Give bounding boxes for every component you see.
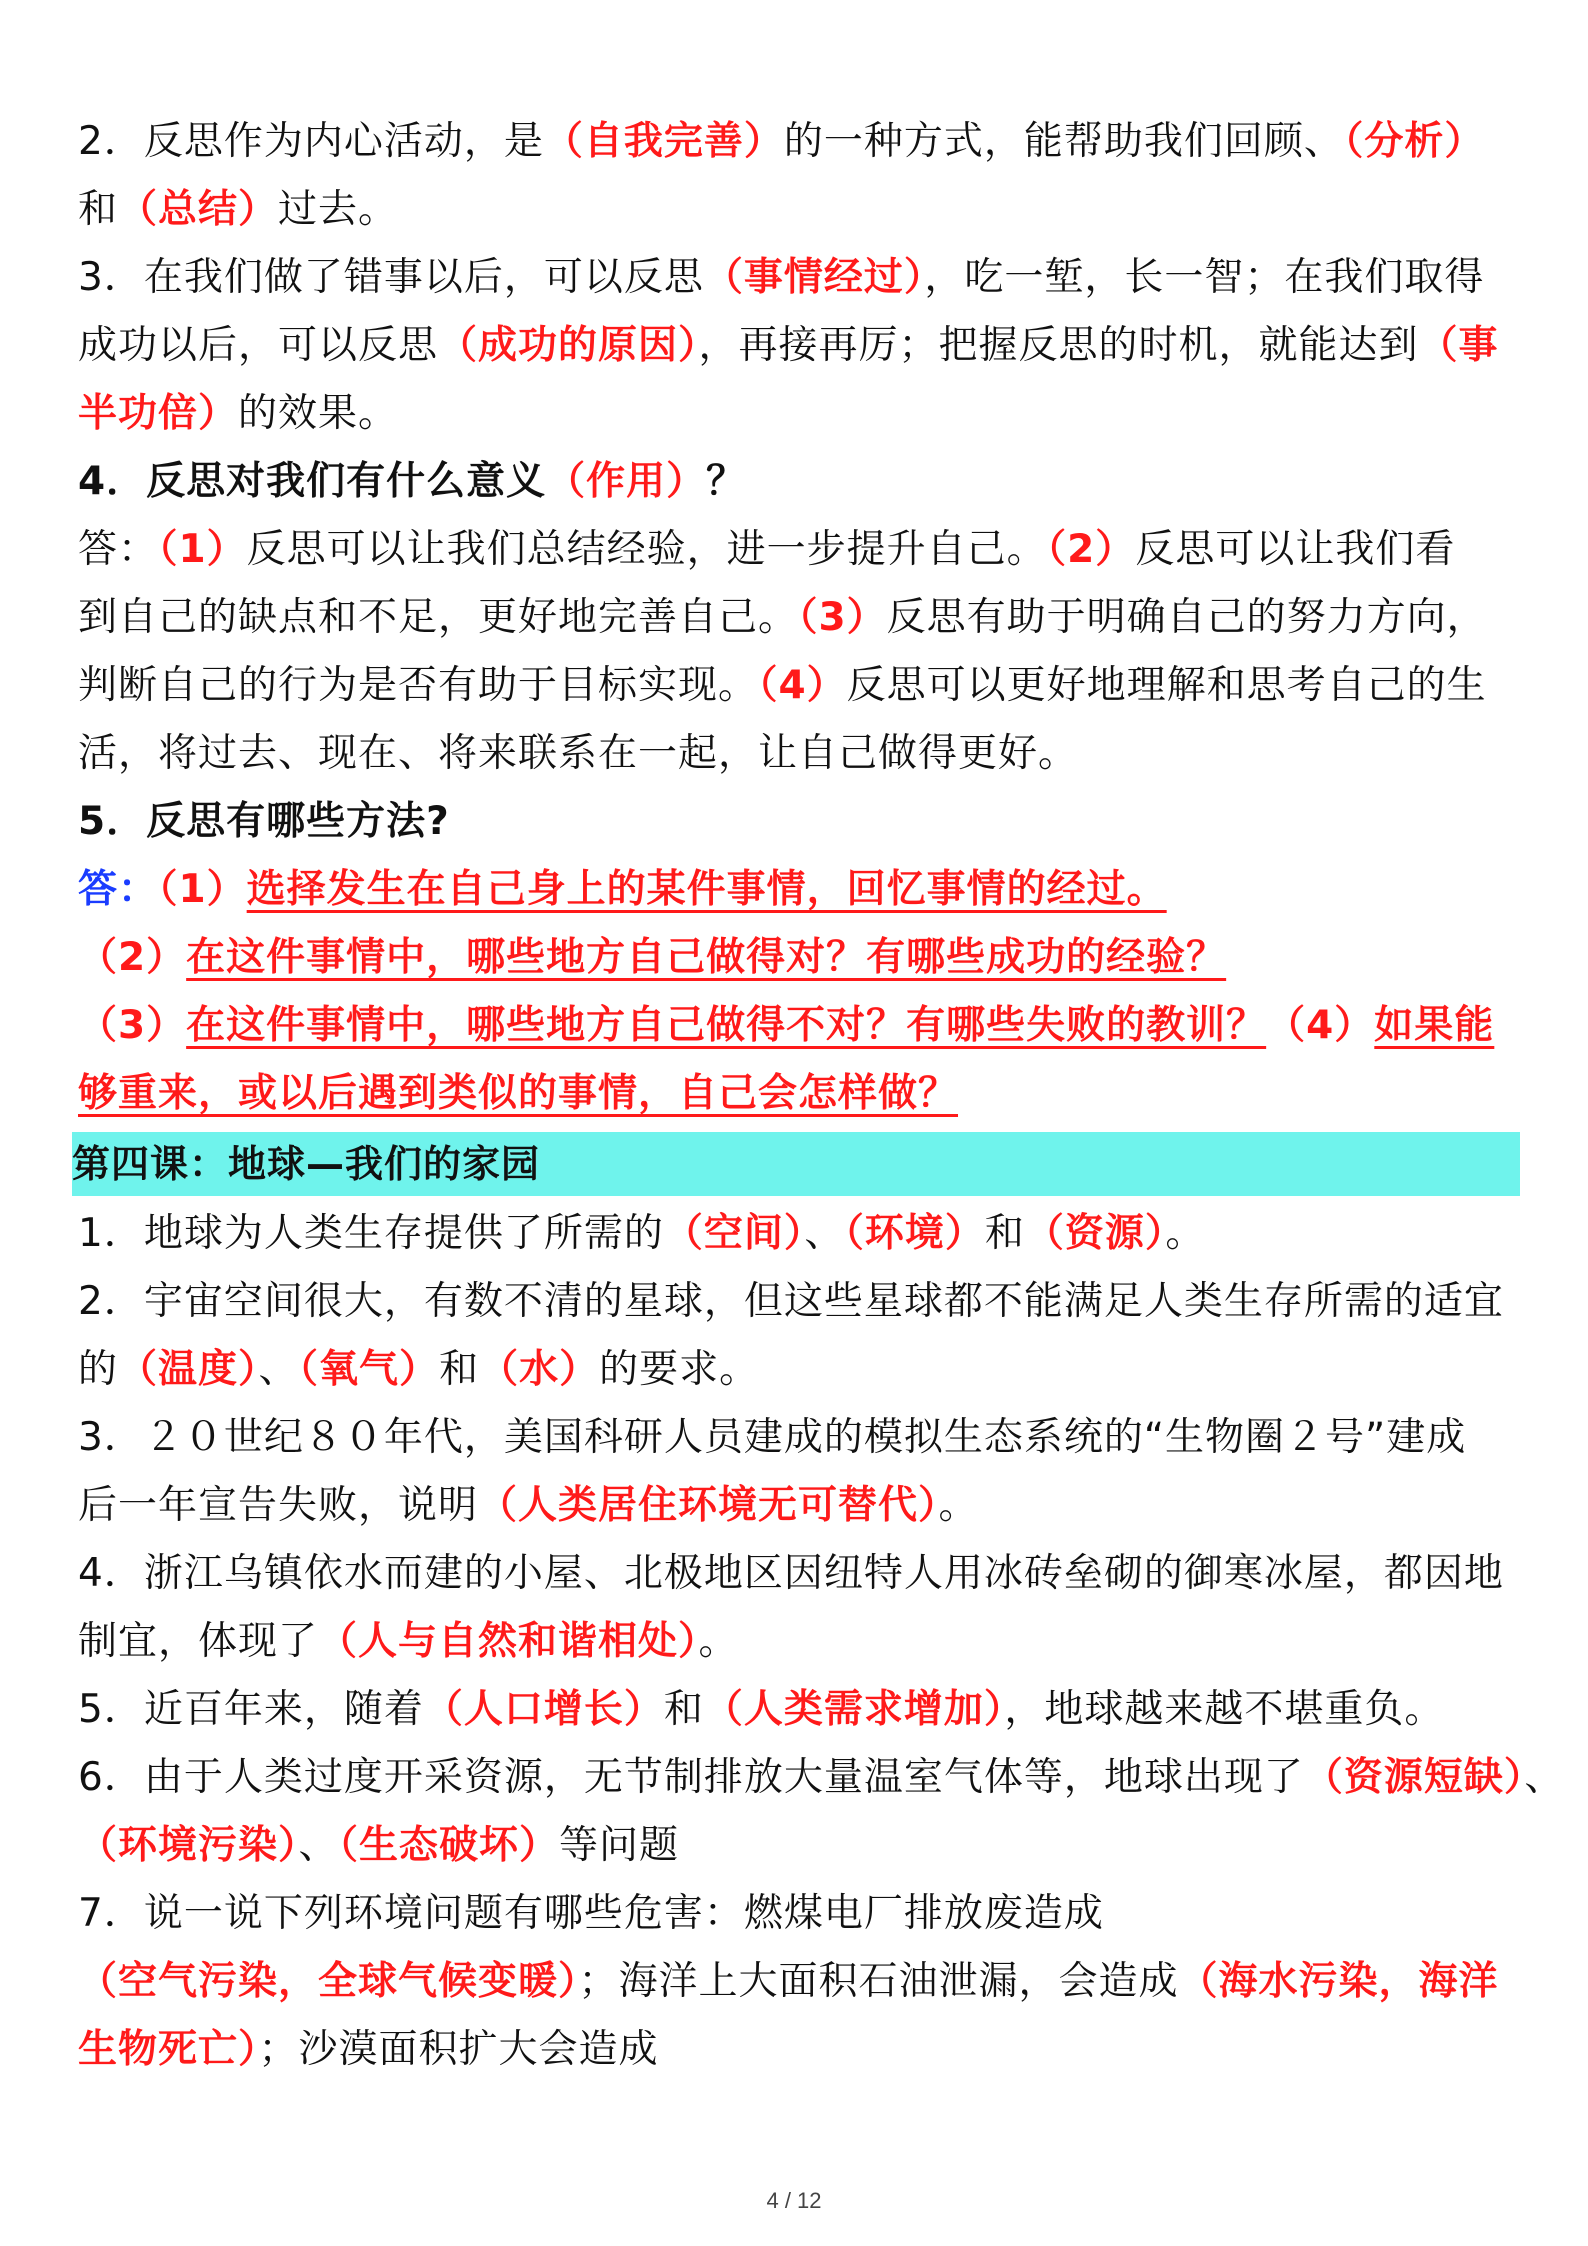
text-segment: ；沙漠面积扩大会造成 <box>258 2027 659 2072</box>
text-segment: ，吃一堑，长一智；在我们取得 <box>924 255 1485 300</box>
text-segment: 。 <box>1165 1211 1206 1256</box>
text-line <box>72 1404 1522 1472</box>
text-segment: 过去。 <box>278 187 399 232</box>
text-line <box>72 1200 1522 1268</box>
text-line <box>72 380 1522 448</box>
text-segment: 5．反思有哪些方法? <box>78 799 450 844</box>
text-segment: 和 <box>439 1347 480 1392</box>
document-page <box>72 108 1565 2084</box>
lesson-header: 第四课：地球—我们的家园 <box>72 1132 1520 1196</box>
answer-text: 够重来，或以后遇到类似的事情，自己会怎样做？ <box>78 1071 959 1116</box>
text-segment: 反思可以更好地理解和思考自己的生 <box>846 663 1487 708</box>
text-segment: 3．在我们做了错事以后，可以反思 <box>78 255 704 300</box>
text-segment: 活，将过去、现在、将来联系在一起，让自己做得更好。 <box>78 731 1079 776</box>
answer-text: （1） <box>158 527 247 572</box>
text-line <box>72 1744 1565 1812</box>
text-segment: 4．浙江乌镇依水而建的小屋、北极地区因纽特人用冰砖垒砌的御寒冰屋，都因地 <box>78 1551 1504 1596</box>
text-line <box>72 584 1522 652</box>
answer-text: （事 <box>1418 323 1499 368</box>
text-line <box>72 652 1522 720</box>
text-line <box>72 1060 1522 1128</box>
text-segment: 和 <box>663 1687 704 1732</box>
answer-text: （人类居住环境无可替代） <box>478 1483 939 1528</box>
text-segment: 等问题 <box>559 1823 680 1868</box>
text-line <box>72 312 1522 380</box>
answer-text: （2） <box>1046 527 1136 572</box>
answer-text: （资源） <box>1024 1211 1166 1256</box>
text-segment: 的一种方式，能帮助我们回顾、 <box>783 119 1344 164</box>
text-segment: 、 <box>804 1211 845 1256</box>
answer-text: （3） <box>798 595 887 640</box>
text-segment: 后一年宣告失败，说明 <box>78 1483 479 1528</box>
text-segment: 和 <box>984 1211 1025 1256</box>
answer-text: （温度） <box>118 1347 259 1392</box>
answer-text: 选择发生在自己身上的某件事情，回忆事情的经过。 <box>246 867 1167 912</box>
text-line <box>72 1336 1522 1404</box>
text-segment: 、 <box>298 1823 339 1868</box>
answer-text: （环境） <box>844 1211 985 1256</box>
answer-text: （1） <box>158 867 247 912</box>
answer-text: （人口增长） <box>423 1687 664 1732</box>
answer-text: （空气污染，全球气候变暖） <box>78 1959 579 2004</box>
answer-text: 如果能 <box>1374 1003 1495 1048</box>
text-segment: 、 <box>258 1347 299 1392</box>
text-line <box>72 244 1522 312</box>
text-segment: 反思可以让我们看 <box>1135 527 1456 572</box>
text-segment: 的 <box>78 1347 119 1392</box>
answer-text: （3） <box>78 1003 187 1048</box>
answer-text: （作用） <box>546 459 707 504</box>
answer-text: （氧气） <box>298 1347 440 1392</box>
text-segment: 2．宇宙空间很大，有数不清的星球，但这些星球都不能满足人类生存所需的适宜 <box>78 1279 1504 1324</box>
text-segment: 。 <box>938 1483 979 1528</box>
text-line <box>72 1472 1522 1540</box>
text-segment: 6．由于人类过度开采资源，无节制排放大量温室气体等，地球出现了 <box>78 1755 1304 1800</box>
answer-text: （成功的原因） <box>438 323 699 368</box>
answer-text: （4） <box>1266 1003 1375 1048</box>
text-line <box>72 448 1522 516</box>
text-line <box>72 176 1522 244</box>
text-segment: 5．近百年来，随着 <box>78 1687 424 1732</box>
answer-text: （事情经过） <box>703 255 925 300</box>
answer-text: （4） <box>758 663 847 708</box>
text-line <box>72 1948 1522 2016</box>
text-segment: 的效果。 <box>238 391 399 436</box>
text-line <box>72 516 1522 584</box>
answer-text: （水） <box>479 1347 600 1392</box>
text-segment: 反思可以让我们总结经验，进一步提升自己。 <box>246 527 1047 572</box>
text-line <box>72 1608 1522 1676</box>
answer-text: （自我完善） <box>543 119 784 164</box>
text-line <box>72 1812 1522 1880</box>
answer-text: （分析） <box>1343 119 1485 164</box>
text-line <box>72 1880 1522 1948</box>
text-segment: ？ <box>706 459 747 504</box>
text-segment: 。 <box>698 1619 739 1664</box>
text-line <box>72 1268 1522 1336</box>
answer-text: （生态破坏） <box>338 1823 560 1868</box>
earth-section <box>72 1200 1565 2084</box>
text-segment: ，再接再厉；把握反思的时机，就能达到 <box>698 323 1419 368</box>
text-line <box>72 992 1522 1060</box>
text-segment: 和 <box>78 187 119 232</box>
text-line <box>72 720 1522 788</box>
text-segment: 答： <box>78 867 159 912</box>
text-segment: 答： <box>78 527 159 572</box>
text-segment: 成功以后，可以反思 <box>78 323 439 368</box>
page-number: 4 / 12 <box>766 2188 822 2213</box>
text-segment: 1．地球为人类生存提供了所需的 <box>78 1211 664 1256</box>
answer-text: 在这件事情中，哪些地方自己做得不对？有哪些失败的教训？ <box>186 1003 1267 1048</box>
text-segment: 、 <box>1524 1755 1565 1800</box>
answer-text: （资源短缺） <box>1303 1755 1525 1800</box>
text-line <box>72 2016 1522 2084</box>
text-segment: 制宜，体现了 <box>78 1619 319 1664</box>
text-line <box>72 788 1522 856</box>
text-segment: 到自己的缺点和不足，更好地完善自己。 <box>78 595 799 640</box>
answer-text: （环境污染） <box>78 1823 299 1868</box>
answer-text: 在这件事情中，哪些地方自己做得对？有哪些成功的经验？ <box>186 935 1227 980</box>
text-segment: 反思有助于明确自己的努力方向， <box>886 595 1487 640</box>
answer-text: （海水污染，海洋 <box>1178 1959 1499 2004</box>
answer-text: （人类需求增加） <box>703 1687 1005 1732</box>
text-line <box>72 108 1522 176</box>
text-segment: 3．２０世纪８０年代，美国科研人员建成的模拟生态系统的“生物圈２号”建成 <box>78 1415 1467 1460</box>
text-segment: 2．反思作为内心活动，是 <box>78 119 544 164</box>
answer-text: （人与自然和谐相处） <box>318 1619 699 1664</box>
text-segment: 4．反思对我们有什么意义 <box>78 459 547 504</box>
text-segment: 的要求。 <box>599 1347 760 1392</box>
text-line <box>72 924 1522 992</box>
reflection-section <box>72 108 1522 1128</box>
text-line <box>72 856 1522 924</box>
text-segment: ，地球越来越不堪重负。 <box>1004 1687 1445 1732</box>
text-segment: 7．说一说下列环境问题有哪些危害：燃煤电厂排放废造成 <box>78 1891 1104 1936</box>
text-line <box>72 1540 1522 1608</box>
answer-text: （总结） <box>118 187 279 232</box>
answer-text: （空间） <box>663 1211 805 1256</box>
answer-text: 半功倍） <box>78 391 239 436</box>
text-segment: ；海洋上大面积石油泄漏，会造成 <box>578 1959 1179 2004</box>
text-segment: 判断自己的行为是否有助于目标实现。 <box>78 663 759 708</box>
answer-text: （2） <box>78 935 187 980</box>
text-line <box>72 1676 1522 1744</box>
answer-text: 生物死亡） <box>78 2027 259 2072</box>
